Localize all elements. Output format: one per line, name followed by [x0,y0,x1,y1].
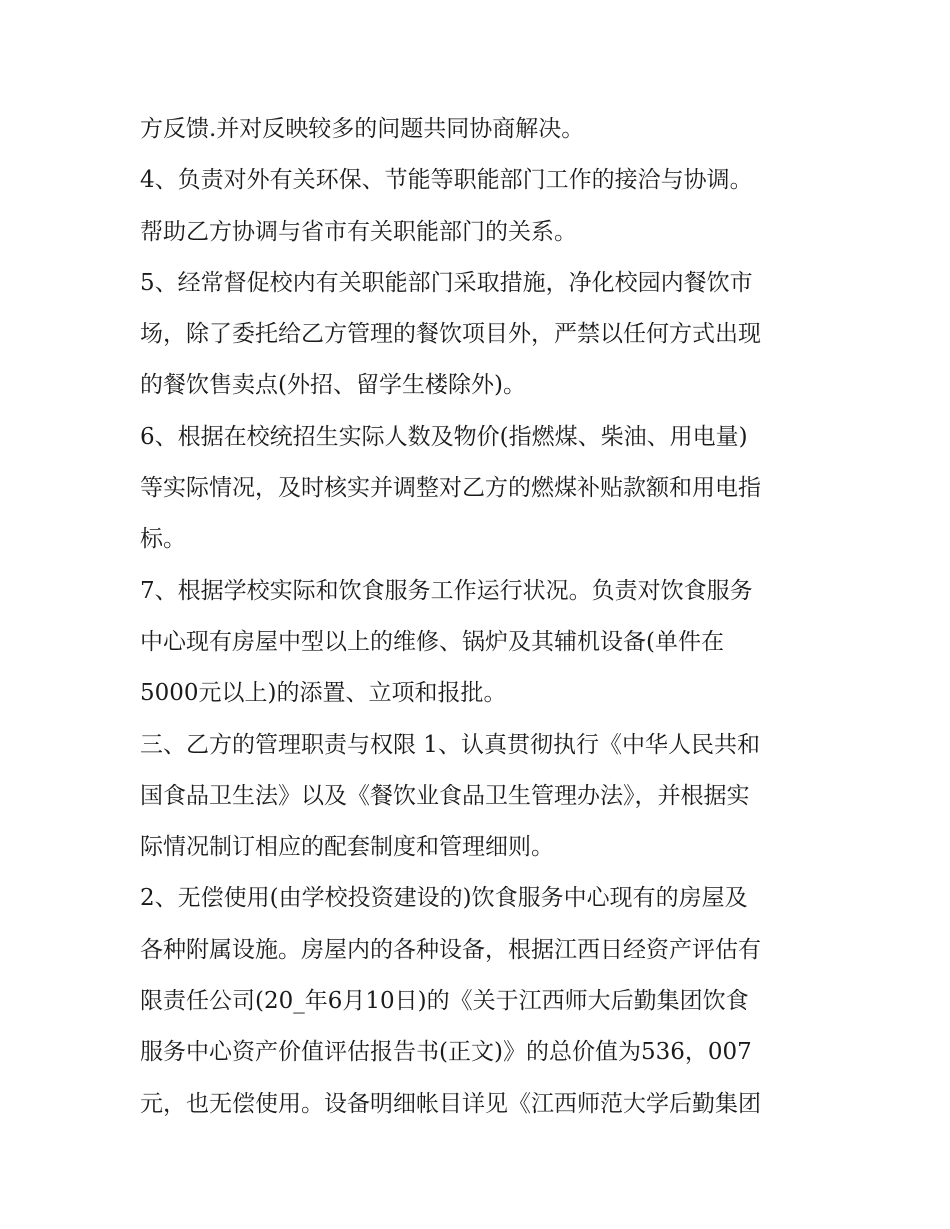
text-line: 的餐饮售卖点(外招、留学生楼除外)。 [140,372,526,399]
text-line: 国食品卫生法》以及《餐饮业食品卫生管理办法》，并根据实 [140,782,750,809]
text-line: 服务中心资产价值评估报告书(正文)》的总价值为536，007 [140,1039,752,1066]
text-line: 标。 [140,526,186,553]
text-line: 三、乙方的管理职责与权限 1、认真贯彻执行《中华人民共和 [140,731,760,758]
text-line: 际情况制订相应的配套制度和管理细则。 [140,834,554,861]
text-line: 限责任公司(20_年6月10日)的《关于江西师大后勤集团饮食 [140,988,749,1015]
text-line: 场，除了委托给乙方管理的餐饮项目外，严禁以任何方式出现 [140,321,761,348]
text-line: 5、经常督促校内有关职能部门采取措施，净化校园内餐饮市 [140,269,753,296]
body-text [140,104,830,1130]
text-line: 等实际情况，及时核实并调整对乙方的燃煤补贴款额和用电指 [140,475,761,502]
text-line: 帮助乙方协调与省市有关职能部门的关系。 [140,218,577,245]
text-line: 7、根据学校实际和饮食服务工作运行状况。负责对饮食服务 [140,577,753,604]
text-line: 2、无偿使用(由学校投资建设的)饮食服务中心现有的房屋及 [140,885,748,912]
text-line: 中心现有房屋中型以上的维修、锅炉及其辅机设备(单件在 [140,628,724,655]
text-line: 6、根据在校统招生实际人数及物价(指燃煤、柴油、用电量) [140,423,748,450]
text-line: 各种附属设施。房屋内的各种设备，根据江西日经资产评估有 [140,936,761,963]
text-line: 方反馈.并对反映较多的问题共同协商解决。 [140,116,585,142]
text-line: 元，也无偿使用。设备明细帐目详见《江西师范大学后勤集团 [140,1090,761,1117]
text-line: 4、负责对外有关环保、节能等职能部门工作的接洽与协调。 [140,167,753,194]
text-line: 5000元以上)的添置、立项和报批。 [140,680,507,707]
